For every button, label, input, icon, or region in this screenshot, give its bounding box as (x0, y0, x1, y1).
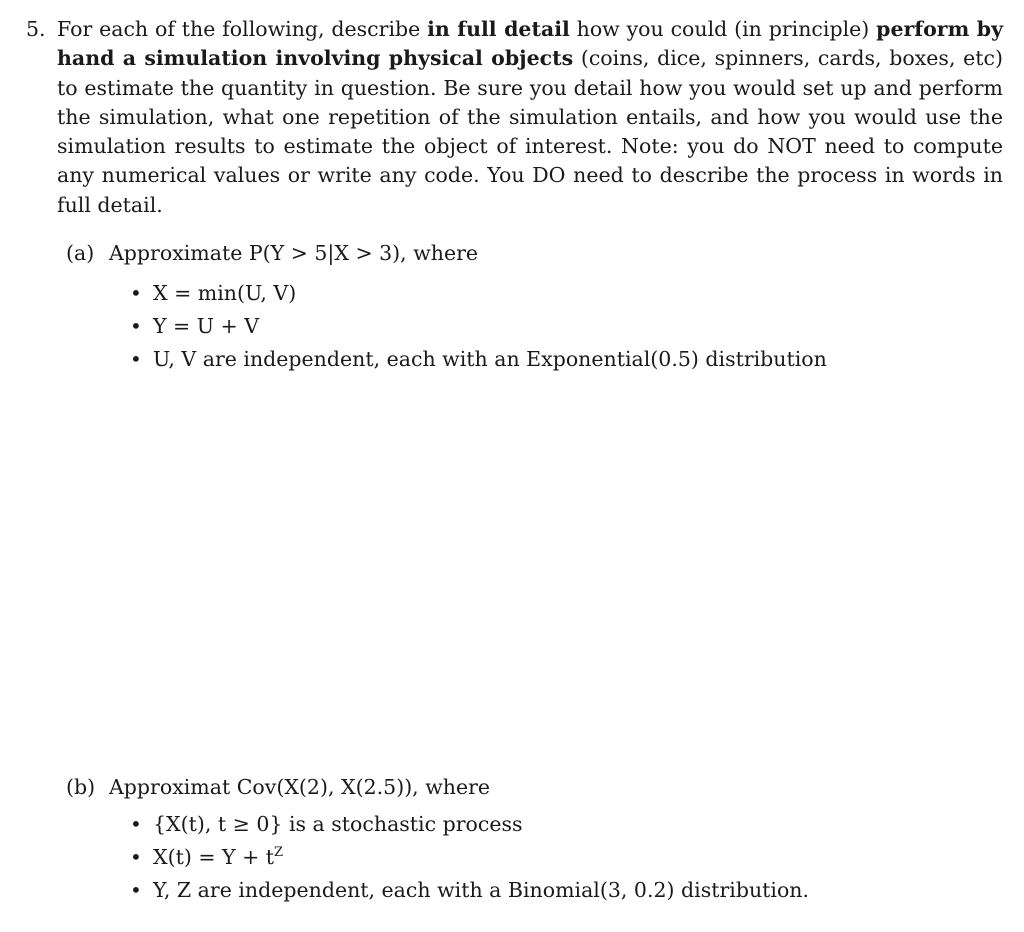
list-item (66, 874, 966, 907)
part-b-heading (66, 772, 966, 802)
instructions-text-2: how you could (in principle) (569, 17, 877, 41)
instructions-bold-1: in full detail (427, 17, 570, 41)
condition-distribution: Y, Z are independent, each with a Binomial(3, 0.2) distribution. (153, 878, 810, 902)
exponent-z: Z (274, 845, 284, 861)
list-item (66, 808, 966, 841)
condition-x-definition: X = min(U, V) (153, 281, 297, 305)
part-a-label: (a) (66, 241, 95, 265)
condition-x-of-t-definition: X(t) = Y + t (153, 845, 275, 869)
problem-number: 5. (26, 17, 46, 41)
list-item (66, 277, 966, 310)
list-item (66, 343, 966, 376)
condition-y-definition: Y = U + V (153, 314, 260, 338)
part-a-heading (66, 238, 966, 268)
instructions-text-1: For each of the following, describe (57, 17, 428, 41)
part-b-conditions (66, 808, 966, 907)
part-b-label: (b) (66, 775, 96, 799)
part-a-conditions (66, 277, 966, 376)
condition-distribution: U, V are independent, each with an Exponential(0.5) distribution (153, 347, 827, 371)
instructions-text-3: (coins, dice, spinners, cards, boxes, etc) to estimate the quantity in question. Be sure you detail how you would set up and perform the simulation, what one repetition of the simulation entails, and how you would use the simulation results to estimate the object of interest. Note: you do NOT need to compute any numerical values or write any code. You DO need to describe the process in words in full detail. (57, 46, 1004, 217)
instructions-bold-2: perform by hand a simulation involving physical objects (57, 17, 1004, 71)
part-a-heading-text: Approximate P(Y > 5|X > 3), where (109, 241, 479, 265)
list-item (66, 841, 966, 874)
part-b-heading-text: Approximat Cov(X(2), X(2.5)), where (109, 775, 491, 799)
problem-instructions (57, 15, 1003, 220)
list-item (66, 310, 966, 343)
condition-process-definition: {X(t), t ≥ 0} is a stochastic process (153, 812, 523, 836)
part-a (66, 238, 966, 376)
part-b (66, 772, 966, 907)
